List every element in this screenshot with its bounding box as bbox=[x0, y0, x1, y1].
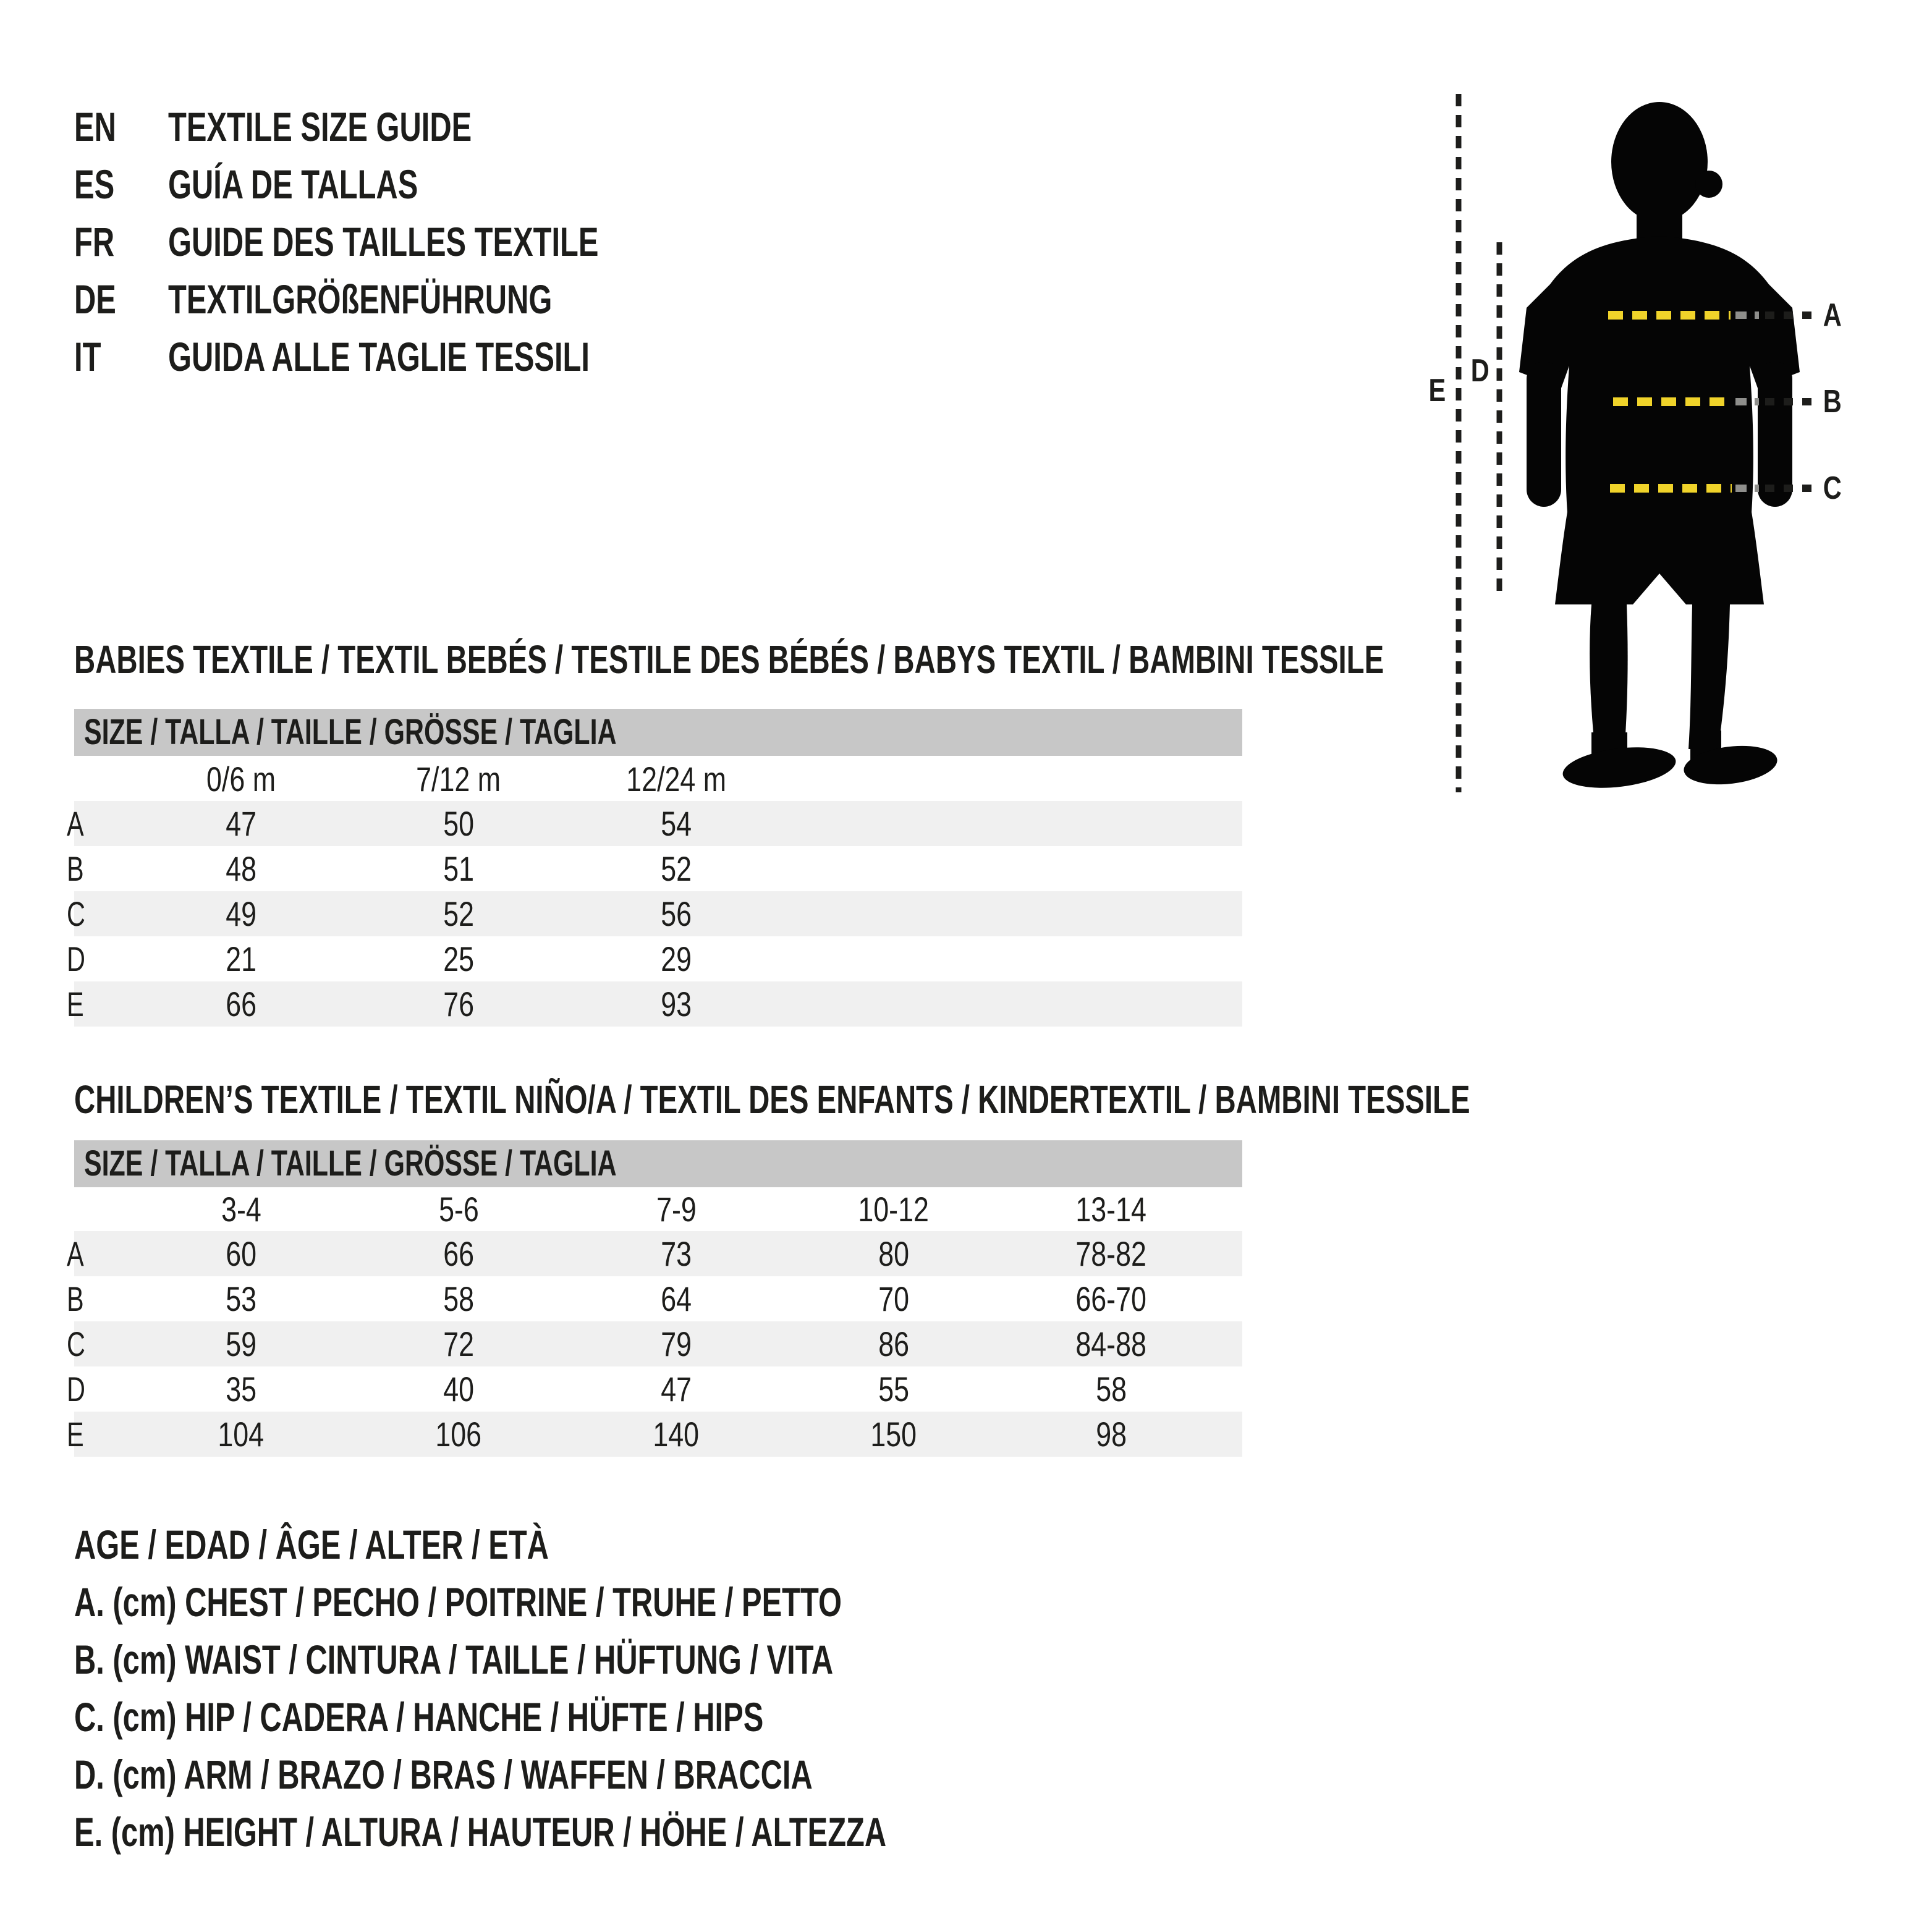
babies-row-label-c: C bbox=[67, 894, 85, 933]
babies-cell: 29 bbox=[661, 939, 692, 978]
babies-cell: 52 bbox=[661, 849, 692, 888]
figure-label-arm-d: D bbox=[1470, 353, 1490, 389]
babies-cell: 51 bbox=[443, 849, 474, 888]
babies-row-label-e: E bbox=[67, 985, 84, 1023]
babies-row-label-d: D bbox=[67, 939, 85, 978]
children-cell: 70 bbox=[878, 1279, 909, 1318]
children-row-label-c: C bbox=[67, 1324, 85, 1363]
children-col-13-14: 13-14 bbox=[1075, 1190, 1147, 1229]
children-cell: 59 bbox=[226, 1324, 256, 1363]
babies-row-label-a: A bbox=[67, 804, 84, 843]
figure-label-waist-b: B bbox=[1823, 384, 1842, 420]
children-cell: 58 bbox=[443, 1279, 474, 1318]
lang-code-de: DE bbox=[74, 276, 116, 322]
babies-col-7-12m: 7/12 m bbox=[416, 760, 501, 799]
children-row-label-a: A bbox=[67, 1234, 84, 1273]
children-cell: 40 bbox=[443, 1370, 474, 1409]
children-cell: 79 bbox=[661, 1324, 692, 1363]
figure-label-chest-a: A bbox=[1823, 297, 1842, 333]
children-cell: 98 bbox=[1096, 1415, 1127, 1454]
lang-title-fr: GUIDE DES TAILLES TEXTILE bbox=[168, 219, 599, 265]
babies-cell: 93 bbox=[661, 985, 692, 1023]
children-cell: 150 bbox=[870, 1415, 917, 1454]
lang-title-it: GUIDA ALLE TAGLIE TESSILI bbox=[168, 334, 590, 379]
children-cell: 53 bbox=[226, 1279, 256, 1318]
children-cell: 104 bbox=[218, 1415, 265, 1454]
babies-cell: 54 bbox=[661, 804, 692, 843]
babies-cell: 49 bbox=[226, 894, 256, 933]
babies-section-heading: BABIES TEXTILE / TEXTIL BEBÉS / TESTILE DES BÉBÉS / BABYS TEXTIL / BAMBINI TESSILE bbox=[74, 637, 1384, 682]
children-col-3-4: 3-4 bbox=[221, 1190, 261, 1229]
babies-cell: 66 bbox=[226, 985, 256, 1023]
lang-code-es: ES bbox=[74, 161, 115, 207]
babies-cell: 48 bbox=[226, 849, 256, 888]
children-cell: 47 bbox=[661, 1370, 692, 1409]
children-size-header-bar: SIZE / TALLA / TAILLE / GRÖSSE / TAGLIA bbox=[74, 1140, 1242, 1187]
children-section-heading: CHILDREN’S TEXTILE / TEXTIL NIÑO/A / TEXTIL DES ENFANTS / KINDERTEXTIL / BAMBINI TESSILE bbox=[74, 1077, 1470, 1122]
babies-cell: 47 bbox=[226, 804, 256, 843]
children-row-label-b: B bbox=[67, 1279, 84, 1318]
lang-code-en: EN bbox=[74, 104, 116, 150]
legend-age: AGE / EDAD / ÂGE / ALTER / ETÀ bbox=[74, 1522, 549, 1567]
children-cell: 35 bbox=[226, 1370, 256, 1409]
legend-chest: A. (cm) CHEST / PECHO / POITRINE / TRUHE / PETTO bbox=[74, 1579, 842, 1625]
babies-cell: 25 bbox=[443, 939, 474, 978]
lang-code-it: IT bbox=[74, 334, 101, 379]
children-row-label-e: E bbox=[67, 1415, 84, 1454]
babies-size-header-bar: SIZE / TALLA / TAILLE / GRÖSSE / TAGLIA bbox=[74, 709, 1242, 756]
children-cell: 58 bbox=[1096, 1370, 1127, 1409]
babies-cell: 21 bbox=[226, 939, 256, 978]
children-cell: 86 bbox=[878, 1324, 909, 1363]
babies-row-label-b: B bbox=[67, 849, 84, 888]
children-col-10-12: 10-12 bbox=[858, 1190, 930, 1229]
children-cell: 66 bbox=[443, 1234, 474, 1273]
legend-hip: C. (cm) HIP / CADERA / HANCHE / HÜFTE / HIPS bbox=[74, 1694, 764, 1740]
figure-label-hip-c: C bbox=[1823, 470, 1842, 506]
children-cell: 64 bbox=[661, 1279, 692, 1318]
babies-cell: 76 bbox=[443, 985, 474, 1023]
lang-code-fr: FR bbox=[74, 219, 115, 265]
children-col-7-9: 7-9 bbox=[656, 1190, 697, 1229]
children-cell: 66-70 bbox=[1075, 1279, 1147, 1318]
children-cell: 106 bbox=[435, 1415, 482, 1454]
child-silhouette bbox=[1519, 102, 1800, 794]
lang-title-en: TEXTILE SIZE GUIDE bbox=[168, 104, 472, 150]
children-cell: 60 bbox=[226, 1234, 256, 1273]
lang-title-es: GUÍA DE TALLAS bbox=[168, 161, 418, 207]
children-cell: 73 bbox=[661, 1234, 692, 1273]
children-cell: 140 bbox=[653, 1415, 700, 1454]
legend-arm: D. (cm) ARM / BRAZO / BRAS / WAFFEN / BRACCIA bbox=[74, 1752, 813, 1797]
children-cell: 80 bbox=[878, 1234, 909, 1273]
children-cell: 72 bbox=[443, 1324, 474, 1363]
babies-cell: 52 bbox=[443, 894, 474, 933]
figure-label-height-e: E bbox=[1428, 373, 1446, 409]
babies-col-0-6m: 0/6 m bbox=[206, 760, 276, 799]
babies-col-12-24m: 12/24 m bbox=[626, 760, 726, 799]
legend-height: E. (cm) HEIGHT / ALTURA / HAUTEUR / HÖHE / ALTEZZA bbox=[74, 1809, 887, 1855]
children-cell: 78-82 bbox=[1075, 1234, 1147, 1273]
lang-title-de: TEXTILGRÖßENFÜHRUNG bbox=[168, 276, 553, 322]
children-row-label-d: D bbox=[67, 1370, 85, 1409]
legend-waist: B. (cm) WAIST / CINTURA / TAILLE / HÜFTUNG / VITA bbox=[74, 1637, 834, 1682]
children-col-5-6: 5-6 bbox=[438, 1190, 479, 1229]
babies-cell: 50 bbox=[443, 804, 474, 843]
children-cell: 84-88 bbox=[1075, 1324, 1147, 1363]
measurement-figure bbox=[1409, 80, 1932, 803]
children-cell: 55 bbox=[878, 1370, 909, 1409]
babies-cell: 56 bbox=[661, 894, 692, 933]
